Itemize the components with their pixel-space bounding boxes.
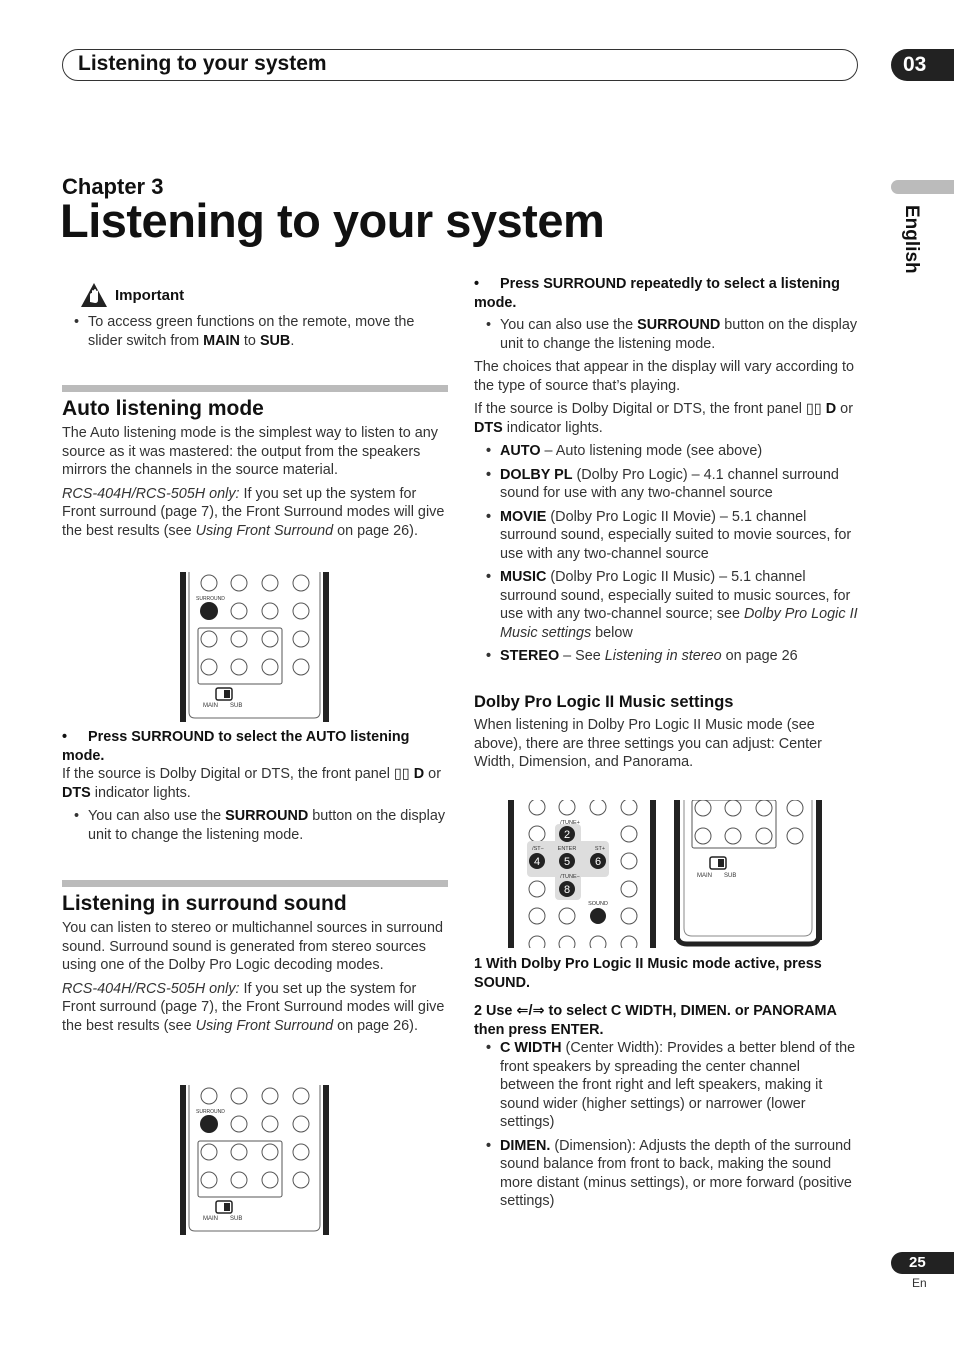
svg-text:MAIN: MAIN	[203, 1216, 218, 1222]
important-note: • To access green functions on the remote, move the slider switch from MAIN to SUB.	[62, 313, 448, 350]
svg-text:MAIN: MAIN	[203, 703, 218, 709]
warning-hand-icon	[80, 282, 108, 308]
svg-text:/TUNE−: /TUNE−	[560, 874, 580, 880]
section-divider	[62, 385, 448, 392]
dpl-settings	[474, 1039, 858, 1211]
remote-illustration-surround-2	[180, 1085, 330, 1235]
surround-body: You can listen to stereo or multichannel sources in surround sound. Surround sound is generated from stereo sources using one of the Dolby Pro Logic decoding modes. RCS-404H/RCS-505H only: If you set up the system for Front surround (page 7), the Front Surround modes will give the best results (see Using Front Surround on page 26).	[62, 920, 445, 1034]
chapter-number-tab: 03	[891, 49, 954, 81]
surround-button[interactable]	[200, 1115, 218, 1133]
mode-auto: • AUTO – Auto listening mode (see above)	[474, 442, 858, 461]
important-label: Important	[115, 287, 185, 304]
header-title: Listening to your system	[78, 52, 327, 75]
mode-dolby-pl: • DOLBY PL (Dolby Pro Logic) – 4.1 channel surround sound for use with any two-channel source	[474, 466, 858, 503]
auto-step-body: If the source is Dolby Digital or DTS, the front panel ▯▯ D or DTS indicator lights. • You can also use the SURROUND button on the display unit to change the listening mode.	[62, 765, 448, 844]
svg-text:ST+: ST+	[594, 846, 606, 852]
svg-text:MAIN: MAIN	[697, 873, 712, 879]
page-number: 25	[891, 1252, 954, 1274]
mode-music: • MUSIC (Dolby Pro Logic II Music) – 5.1 channel surround sound, especially suited to music sources, for use with any two-channel source; see Dolby Pro Logic II Music settings below	[474, 568, 858, 642]
svg-text:5: 5	[563, 856, 571, 868]
remote-illustration-cursor	[508, 800, 658, 948]
right-step: • Press SURROUND repeatedly to select a listening mode.	[474, 276, 840, 311]
surround-heading: Listening in surround sound	[62, 892, 347, 915]
svg-text:ENTER: ENTER	[557, 846, 577, 852]
svg-text:2: 2	[563, 829, 571, 841]
svg-text:SURROUND: SURROUND	[196, 596, 225, 602]
svg-text:4: 4	[533, 856, 541, 868]
svg-text:SOUND: SOUND	[588, 901, 608, 907]
svg-text:SUB: SUB	[230, 703, 243, 709]
setting-dimen: • DIMEN. (Dimension): Adjusts the depth of the surround sound balance from front to back, making the sound more distant (minus settings), or more forward (positive settings)	[474, 1137, 858, 1211]
remote-illustration-surround	[180, 572, 330, 722]
svg-text:8: 8	[563, 884, 571, 896]
mode-stereo: • STEREO – See Listening in stereo on page 26	[474, 647, 858, 666]
sound-button[interactable]	[590, 908, 606, 924]
mode-movie: • MOVIE (Dolby Pro Logic II Movie) – 5.1 channel surround sound, especially suited to movie sources, for use with any two-channel source	[474, 508, 858, 564]
svg-text:/ST−: /ST−	[532, 846, 544, 852]
dpl-step-2: 2 Use ⇐/⇒ to select C WIDTH, DIMEN. or PANORAMA then press ENTER.	[474, 1003, 837, 1038]
svg-text:SUB: SUB	[724, 873, 737, 879]
svg-text:/TUNE+: /TUNE+	[560, 820, 580, 826]
page-title: Listening to your system	[60, 194, 605, 247]
dpl-step-1: 1 With Dolby Pro Logic II Music mode active, press SOUND.	[474, 956, 822, 991]
auto-step: • Press SURROUND to select the AUTO listening mode.	[62, 729, 410, 764]
right-body: • You can also use the SURROUND button on the display unit to change the listening mode. The choices that appear in the display will vary according to the type of source that’s playing. If the source is Dolby Digital or DTS, the front panel ▯▯ D or DTS indicator lights. • AUTO – Auto listening mode (see above) • DOLBY PL (Dolby Pro Logic) – 4.1 channel surround sound for use with any two-channel source • MOVIE (Dolby Pro Logic II Movie) – 5.1 channel surround sound, especially suited to movie sources, for use with any two-channel source • MUSIC (Dolby Pro Logic II Music) – 5.1 channel surround sound, especially suited to music sources, for use with any two-channel source; see Dolby Pro Logic II Music settings below • STEREO – See Listening in stereo on page 26	[474, 316, 858, 666]
auto-body: The Auto listening mode is the simplest way to listen to any source as it was mastered: the output from the speakers mirrors the channels in the source material. RCS-404H/RCS-505H only: If you set up the system for Front surround (page 7), the Front Surround modes will give the best results (see Using Front Surround on page 26).	[62, 425, 445, 539]
surround-button[interactable]	[200, 602, 218, 620]
setting-c-width: • C WIDTH (Center Width): Provides a better blend of the front speakers by spreading the center channel between the front right and left speakers, making it sound wider (higher settings) or narrower (lower settings)	[474, 1039, 858, 1132]
chapter-label: Chapter 3	[62, 174, 164, 199]
page-lang: En	[912, 1276, 927, 1290]
section-divider	[62, 880, 448, 887]
remote-illustration-main-sub	[674, 800, 824, 948]
dpl-heading: Dolby Pro Logic II Music settings	[474, 693, 734, 711]
language-label: English	[901, 205, 922, 274]
auto-heading: Auto listening mode	[62, 397, 264, 420]
svg-text:SURROUND: SURROUND	[196, 1109, 225, 1115]
svg-text:SUB: SUB	[230, 1216, 243, 1222]
language-tab	[891, 180, 954, 194]
dpl-body: When listening in Dolby Pro Logic II Music mode (see above), there are three settings you can adjust: Center Width, Dimension, and Panorama.	[474, 717, 822, 770]
svg-text:6: 6	[594, 856, 602, 868]
